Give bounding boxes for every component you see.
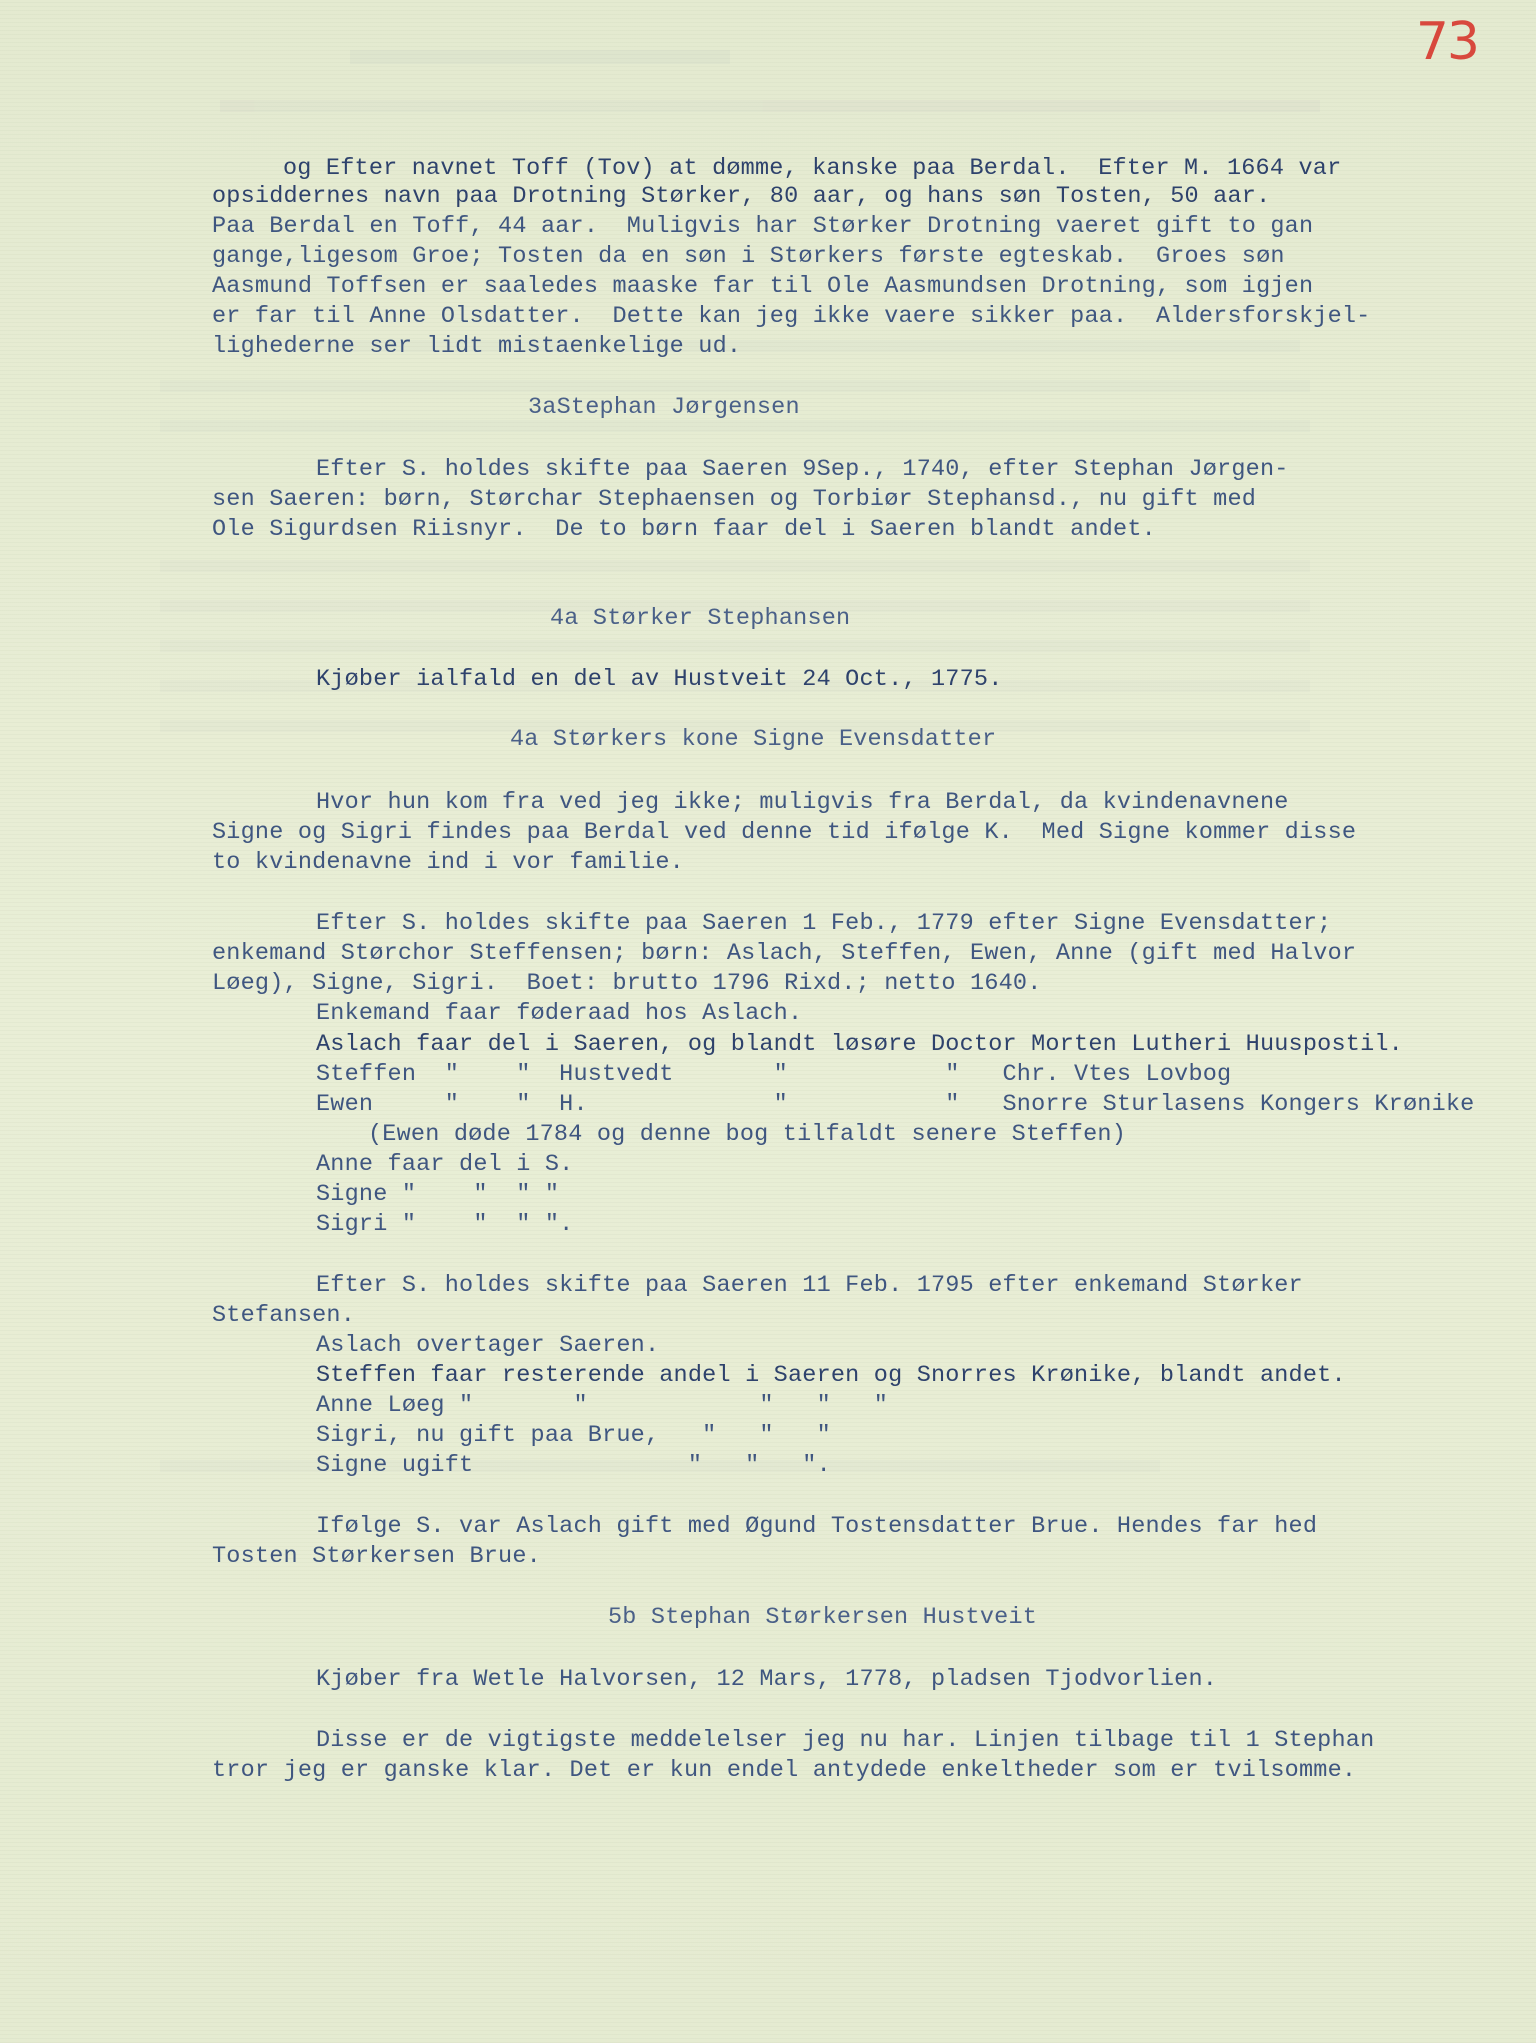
text-line: Aslach faar del i Saeren, og blandt løsøre Doctor Morten Lutheri Huuspostil. bbox=[316, 1031, 1403, 1058]
text-line: Efter S. holdes skifte paa Saeren 1 Feb., 1779 efter Signe Evensdatter; bbox=[316, 910, 1332, 937]
text-line: Sigri " " " ". bbox=[316, 1211, 574, 1238]
text-line: Efter S. holdes skifte paa Saeren 11 Feb. 1795 efter enkemand Størker bbox=[316, 1272, 1303, 1299]
text-line: tror jeg er ganske klar. Det er kun endel antydede enkeltheder som er tvilsomme. bbox=[212, 1757, 1357, 1784]
text-line: er far til Anne Olsdatter. Dette kan jeg ikke vaere sikker paa. Aldersforskjel- bbox=[212, 303, 1371, 330]
text-line: Stefansen. bbox=[212, 1302, 356, 1329]
text-line: Signe og Sigri findes paa Berdal ved denne tid ifølge K. Med Signe kommer disse bbox=[212, 819, 1357, 846]
text-line: Ewen " " H. " " Snorre Sturlasens Kongers Krønike bbox=[316, 1091, 1475, 1118]
text-line: Anne faar del i S. bbox=[316, 1151, 574, 1178]
page-number: 73 bbox=[1415, 12, 1478, 72]
text-line: Tosten Størkersen Brue. bbox=[212, 1543, 541, 1570]
text-line: gange,ligesom Groe; Tosten da en søn i Størkers første egteskab. Groes søn bbox=[212, 243, 1285, 270]
text-line: Steffen faar resterende andel i Saeren og Snorres Krønike, blandt andet. bbox=[316, 1362, 1346, 1389]
text-line: enkemand Størchor Steffensen; børn: Aslach, Steffen, Ewen, Anne (gift med Halvor bbox=[212, 940, 1357, 967]
text-line: og Efter navnet Toff (Tov) at dømme, kanske paa Berdal. Efter M. 1664 var bbox=[283, 155, 1342, 182]
text-line: Efter S. holdes skifte paa Saeren 9Sep., 1740, efter Stephan Jørgen- bbox=[316, 456, 1289, 483]
text-line: Sigri, nu gift paa Brue, " " " bbox=[316, 1422, 831, 1449]
text-line: Ole Sigurdsen Riisnyr. De to børn faar del i Saeren blandt andet. bbox=[212, 516, 1156, 543]
text-line: Kjøber fra Wetle Halvorsen, 12 Mars, 1778, pladsen Tjodvorlien. bbox=[316, 1666, 1218, 1693]
text-line: Anne Løeg " " " " " bbox=[316, 1392, 889, 1419]
text-line: to kvindenavne ind i vor familie. bbox=[212, 849, 684, 876]
text-line: sen Saeren: børn, Størchar Stephaensen og Torbiør Stephansd., nu gift med bbox=[212, 486, 1257, 513]
text-line: lighederne ser lidt mistaenkelige ud. bbox=[212, 333, 742, 360]
text-line: Hvor hun kom fra ved jeg ikke; muligvis fra Berdal, da kvindenavnene bbox=[316, 789, 1289, 816]
text-line: Kjøber ialfald en del av Hustveit 24 Oct., 1775. bbox=[316, 666, 1003, 693]
section-heading: 4a Størker Stephansen bbox=[550, 605, 851, 632]
text-line: Signe ugift " " ". bbox=[316, 1452, 831, 1479]
text-line: Løeg), Signe, Sigri. Boet: brutto 1796 Rixd.; netto 1640. bbox=[212, 970, 1042, 997]
section-heading: 3aStephan Jørgensen bbox=[528, 394, 800, 421]
text-line: (Ewen døde 1784 og denne bog tilfaldt senere Steffen) bbox=[368, 1121, 1127, 1148]
text-line: Steffen " " Hustvedt " " Chr. Vtes Lovbog bbox=[316, 1061, 1232, 1088]
section-heading: 4a Størkers kone Signe Evensdatter bbox=[510, 726, 997, 753]
text-line: Enkemand faar føderaad hos Aslach. bbox=[316, 1000, 803, 1027]
text-line: Signe " " " " bbox=[316, 1181, 560, 1208]
text-line: Ifølge S. var Aslach gift med Øgund Tostensdatter Brue. Hendes far hed bbox=[316, 1513, 1318, 1540]
text-line: opsiddernes navn paa Drotning Størker, 80 aar, og hans søn Tosten, 50 aar. bbox=[212, 183, 1271, 210]
text-line: Aslach overtager Saeren. bbox=[316, 1332, 660, 1359]
text-line: Disse er de vigtigste meddelelser jeg nu har. Linjen tilbage til 1 Stephan bbox=[316, 1727, 1375, 1754]
text-line: Paa Berdal en Toff, 44 aar. Muligvis har Størker Drotning vaeret gift to gan bbox=[212, 213, 1314, 240]
text-line: Aasmund Toffsen er saaledes maaske far til Ole Aasmundsen Drotning, som igjen bbox=[212, 273, 1314, 300]
section-heading: 5b Stephan Størkersen Hustveit bbox=[608, 1604, 1038, 1631]
